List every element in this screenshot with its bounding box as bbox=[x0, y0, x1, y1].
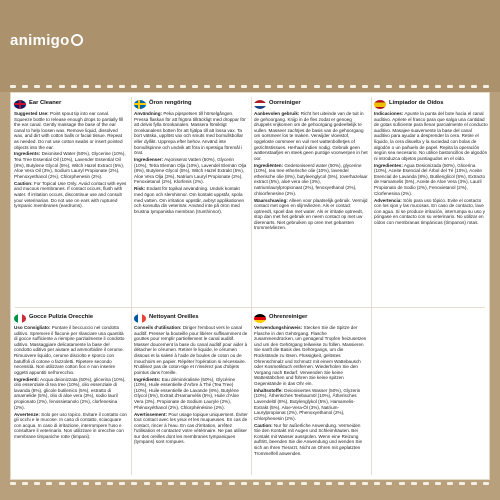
stitch-dash bbox=[10, 85, 16, 88]
paragraph-text: Stecken Sie die Spitze der Flasche in den Gehörgang. Flasche zusammendrücken, um genügend Tropfen freizusetzen und um den Gehörgang teilweise zu füllen. Massieren Sie sanft die Basis des Gehörgangs, um die Rückstände zu lösen. Flüssigkeit, gelöstes Ohrenschmalz und Schmutz mit einem Wattebausch oder Kosmetiktuch entfernen. Wiederholen Sie den Vorgang nach Bedarf. Verwenden Sie keine Wattestäbchen und führen Sie keine spitzen Gegenstände in das Ohr ein. bbox=[254, 325, 367, 386]
stitch-dash bbox=[216, 482, 222, 485]
section-english bbox=[11, 99, 131, 210]
paragraph-label: Ingredients: bbox=[14, 151, 41, 157]
stitch-dash bbox=[471, 85, 477, 88]
stitch-dash bbox=[59, 482, 65, 485]
stitch-dash bbox=[204, 85, 210, 88]
instruction-paragraph bbox=[14, 412, 128, 440]
stitch-dash bbox=[59, 85, 65, 88]
stitch-dash bbox=[338, 85, 344, 88]
paragraph-text: Eau déminéralisée (50%), Glycérine (10%), Huile essentielle d'Arbre à Thé (Tea Tree) (10%), Huile essentielle de Lavande (8%), Butylène Glycol (5%), Extrait d'Hamamélis (5%), Huile d'Aloe Vera (3%), Propionate de Sodium Lauryle (2%), Phénoxyéthanol (2%), Chlorphénésine (2%). bbox=[134, 376, 239, 410]
stitch-dash bbox=[119, 85, 125, 88]
paragraph-label: Caution: bbox=[254, 422, 273, 428]
paragraph-label: Avertissement: bbox=[134, 411, 168, 417]
stitch-dash bbox=[277, 85, 283, 88]
stitch-dash bbox=[144, 482, 150, 485]
paragraph-text: Avjoniserat Vatten (50%), Glycerin (10%), Tetra Elemän Olja (10%), Lavendel Elemän Olja (8%), Butylene Glycol (5%), Witch Hazel Extrakt (5%), Aloe Vera Olja (3%), Natrium Lauryl Propionate (2%), Fenoxietanol (2%), Klorfenis (2%). bbox=[134, 157, 247, 185]
stitch-dash bbox=[423, 482, 429, 485]
stitch-dash bbox=[265, 85, 271, 88]
stitch-dash bbox=[46, 482, 52, 485]
stitch-dash bbox=[107, 482, 113, 485]
instruction-paragraph bbox=[374, 198, 488, 226]
stitch-dash bbox=[95, 482, 101, 485]
stitch-dash bbox=[435, 85, 441, 88]
paragraph-text: Agua Desionizada (50%), Glicerina (10%), Aceite Esencial del Árbol del Té (10%), Aceite Esencial de Lavanda (8%), Butilenglicol (5%), Extracto de Hamamelis (5%), Aceite de Aloe Vera (3%), Lauril Propionato de Sodio (2%), Fenoxietanol (2%), Clorfenesina (2%). bbox=[374, 162, 486, 196]
stitch-dash bbox=[241, 482, 247, 485]
stitch-dash bbox=[46, 85, 52, 88]
paragraph-label: Ingredientes: bbox=[374, 162, 403, 168]
instruction-paragraph bbox=[374, 111, 488, 161]
stitch-dash bbox=[386, 85, 392, 88]
stitch-dash bbox=[168, 482, 174, 485]
instruction-paragraph bbox=[254, 163, 368, 197]
instruction-paragraph bbox=[254, 388, 368, 422]
instruction-paragraph bbox=[14, 377, 128, 411]
paragraph-text: Richt het uiteinde van de tuit in de gehoorgang. Knijp in de fles zodat er genoeg druppels vrijkomen om de gehoorgang gedeeltelijk te vullen. Masseer zachtjes de basis van de gehoorgang om oorsmeer los te maken. Verwijder vloeistof, opgeloste oorsmeer en vuil met wattenbolletjes of gezichtstissues. Herhaal indien nodig. Gebruik geen wattenstaafjes en steek geen puntige voorwerpen in het oor. bbox=[254, 111, 368, 161]
paragraph-text: Apunte la punta del bote hacia el canal auditivo. Apriete el frasco para que salga una cantidad de gotas suficiente para llenar parcialmente el conducto auditivo. Masajee suavemente la base del canal auditivo para ayudar a desprender la cera. Retire el líquido, la cera disuelta y la suciedad con bolas de algodón o un pañuelo de papel. Repita la operación según sea necesario. No utilice bastoncillos de algodón ni introduzca objetos puntiagudos en el oído. bbox=[374, 111, 488, 161]
stitch-dash bbox=[131, 85, 137, 88]
stitch-dash bbox=[156, 482, 162, 485]
stitch-dash bbox=[447, 482, 453, 485]
instruction-paragraph bbox=[374, 163, 488, 197]
stitch-dash bbox=[483, 85, 489, 88]
paragraph-text: Peka pipspetsen till hörselgången. Pressa flaskan för att frigöra tillräckligt med droppar för att delvis fylla öronkanalen. Massera försiktigt öronkanalens botten för att hjälpa till att lossa vax. Ta bort vätska, upplöst vax och smuts med bomullsbollar eller dyllikt. Upprepa efter behov. Använd inte bomullspinne och undvik att föra in spetsiga föremål i örat. bbox=[134, 111, 246, 156]
section-german bbox=[251, 313, 371, 458]
paragraph-label: Ingrediënten: bbox=[254, 162, 284, 168]
paw-circle-icon bbox=[71, 34, 83, 46]
paragraph-label: Verwendungshinweis: bbox=[254, 325, 303, 330]
instruction-paragraph bbox=[14, 181, 128, 209]
stitch-dash bbox=[34, 85, 40, 88]
flag-nl-icon bbox=[254, 100, 266, 109]
stitch-dash bbox=[459, 85, 465, 88]
stitch-dash bbox=[459, 482, 465, 485]
paragraph-label: Indicaciones: bbox=[374, 111, 404, 116]
section-title: Oorreiniger bbox=[269, 100, 301, 107]
paragraph-label: Användning: bbox=[134, 111, 163, 116]
stitch-dash bbox=[447, 85, 453, 88]
flag-uk-icon bbox=[14, 100, 26, 109]
paragraph-text: Gedeïoniseerd water (50%), glycerine (10%), tea tree etherische olie (10%), lavendel etherische olie (8%), butyleenglycol (5%), toverhazelaar extract (5%), aloë vera olie (3%), natriumlaurylpropionaat (2%), fenoxyethanol (2%), chloorfenesine (2%). bbox=[254, 162, 368, 196]
paragraph-label: Ingredienser: bbox=[134, 157, 164, 163]
stitch-dash bbox=[289, 482, 295, 485]
stitch-border-bottom bbox=[10, 482, 490, 486]
instruction-paragraph bbox=[134, 157, 248, 185]
section-header bbox=[374, 99, 488, 109]
instruction-paragraph bbox=[134, 111, 248, 156]
section-spanish bbox=[371, 99, 491, 227]
paragraph-label: Caution: bbox=[14, 180, 33, 186]
section-title: Limpiador de Oídos bbox=[389, 100, 444, 107]
instruction-paragraph bbox=[254, 198, 368, 232]
section-header bbox=[14, 99, 128, 109]
instruction-paragraph bbox=[254, 325, 368, 387]
instruction-paragraph bbox=[134, 186, 248, 214]
stitch-dash bbox=[10, 482, 16, 485]
section-title: Ohrenreiniger bbox=[269, 314, 308, 321]
stitch-dash bbox=[350, 85, 356, 88]
paragraph-text: Pour usage topique uniquement. Éviter tout contact avec les yeux et les muqueuses. En cas de contact, rincer à l'eau. En cas d'irritation, arrêtez l'utilisation et contactez votre vétérinaire. Ne pas utiliser sur des oreilles dont les membranes tympaniques (tympans) sont rompues. bbox=[134, 411, 248, 445]
brand-name: animigo bbox=[10, 32, 70, 49]
paragraph-label: Aanbevolen gebruik: bbox=[254, 111, 300, 116]
stitch-dash bbox=[265, 482, 271, 485]
stitch-dash bbox=[374, 482, 380, 485]
brand-logo bbox=[10, 32, 83, 49]
section-title: Ear Cleaner bbox=[29, 100, 62, 107]
section-title: Öron rengöring bbox=[149, 100, 192, 107]
stitch-dash bbox=[229, 85, 235, 88]
stitch-dash bbox=[362, 85, 368, 88]
paragraph-text: For Topical Use Only. Avoid contact with eyes and mucous membranes. If contact occurs, flush with water. If irritation occurs, discontinue use and consult your veterinarian. Do not use on ears with ruptured tympanic membranes (eardrums). bbox=[14, 180, 127, 209]
paragraph-label: Waarschuwing: bbox=[254, 197, 288, 203]
stitch-dash bbox=[144, 85, 150, 88]
stitch-dash bbox=[399, 85, 405, 88]
stitch-dash bbox=[350, 482, 356, 485]
stitch-dash bbox=[301, 482, 307, 485]
paragraph-label: Inhaltsstoffe: bbox=[254, 387, 283, 393]
stitch-dash bbox=[71, 482, 77, 485]
paragraph-label: Uso Consigliato: bbox=[14, 325, 51, 330]
stitch-dash bbox=[107, 85, 113, 88]
section-header bbox=[134, 99, 248, 109]
stitch-dash bbox=[22, 482, 28, 485]
section-title: Nettoyant Oreilles bbox=[149, 314, 199, 321]
stitch-dash bbox=[241, 85, 247, 88]
stitch-dash bbox=[471, 482, 477, 485]
paragraph-label: Ingredienti: bbox=[14, 376, 40, 382]
instruction-paragraph bbox=[14, 151, 128, 179]
paragraph-label: Ingrédients: bbox=[134, 376, 161, 382]
paragraph-text: Sólo para uso tópico. Evite el contacto con los ojos y las mucosas. En caso de contacto, lave con agua. Si se produce irritación, interrumpa su uso y póngase en contacto con su veterinario. No utilizar en oídos con membranas timpánicas (tímpanos) rotas. bbox=[374, 197, 486, 225]
stitch-dash bbox=[95, 85, 101, 88]
section-swedish bbox=[131, 99, 251, 216]
flag-it-icon bbox=[14, 314, 26, 323]
instruction-paragraph bbox=[254, 423, 368, 457]
section-header bbox=[254, 313, 368, 323]
stitch-dash bbox=[362, 482, 368, 485]
stitch-dash bbox=[411, 482, 417, 485]
stitch-dash bbox=[34, 482, 40, 485]
stitch-dash bbox=[253, 85, 259, 88]
stitch-dash bbox=[168, 85, 174, 88]
stitch-dash bbox=[156, 85, 162, 88]
instruction-paragraph bbox=[254, 111, 368, 161]
paragraph-text: Nur für äußerliche Anwendung. Vermeiden Sie den Kontakt mit Augen und Schleimhäuten. Bei Kontakt mit Wasser ausspülen. Wenn eine Reizung auftritt, beenden Sie die Anwendung und wenden Sie sich an Ihren Tierarzt. Nicht an Ohren mit geplatzten Trommelfell anwenden. bbox=[254, 422, 363, 456]
paragraph-label: Conseils d'utilisation: bbox=[134, 325, 182, 330]
stitch-dash bbox=[289, 85, 295, 88]
paragraph-text: Acqua deionizzata (50%), glicerina (10%), olio essenziale di tea tree (10%), olio essenziale di lavanda (8%), glicole butilenico (5%), estratto di amamelide (5%), olio di aloe vera (3%), sodio lauril propionato (2%), fenossietanolo (2%), clorfenesina (2%). bbox=[14, 376, 126, 410]
instruction-paragraph bbox=[134, 412, 248, 446]
paragraph-label: Advertencia: bbox=[374, 197, 402, 203]
section-italian bbox=[11, 313, 131, 441]
stitch-dash bbox=[483, 482, 489, 485]
paragraph-label: Suggested Use: bbox=[14, 111, 49, 116]
stitch-dash bbox=[386, 482, 392, 485]
flag-se-icon bbox=[134, 100, 146, 109]
stitch-dash bbox=[83, 85, 89, 88]
stitch-dash bbox=[253, 482, 259, 485]
paragraph-text: Deionisiertes Wasser (50%), Glyzerin (10%), Ätherisches Teebaumöl (10%), Ätherisches Lavendelöl (8%), Butylenglykol (5%), Hamamelis-Extrakt (5%), Aloe-Vera-Öl (3%), Natrium-Laurylpropionat (2%), Phenoxyethanol (2%), Chlorphenesin (2%). bbox=[254, 387, 361, 421]
flag-es-icon bbox=[374, 100, 386, 109]
instruction-paragraph bbox=[14, 111, 128, 150]
flag-de-icon bbox=[254, 314, 266, 323]
stitch-border-top bbox=[10, 85, 490, 89]
paragraph-text: Puntare il beccuccio nel condotto uditivo. Spremere il flacone per rilasciare una quantità di gocce sufficiente a riempire parzialmente il condotto uditivo. Massaggiare delicatamente la base del condotto uditivo per aiutare ad ammorbidire il cerume. Rimuovere liquido, cerume disciolto e sporco con batuffoli di cotone o fazzoletti. Ripetere secondo necessità. Non utilizzare cotton fioc e non inserire oggetti appuntiti nell'orecchio. bbox=[14, 325, 125, 375]
paragraph-text: Diriger l'embout vers le canal auditif. Presser la bouteille pour libérer suffisamment de gouttes pour remplir partiellement le canal auditif. Masser doucement la base du canal auditif pour aider à détacher le cérumen. Retirer le liquide, le cérumen dissous et la saleté à l'aide de boules de coton ou de mouchoirs en papier. Répéter l'opération si nécessaire. N'utilisez pas de coton-tige et n'insérez pas d'objets pointus dans l'oreille. bbox=[134, 325, 248, 375]
paragraph-label: Avvertenze: bbox=[14, 411, 40, 417]
flag-fr-icon bbox=[134, 314, 146, 323]
stitch-dash bbox=[314, 85, 320, 88]
stitch-dash bbox=[435, 482, 441, 485]
stitch-dash bbox=[423, 85, 429, 88]
stitch-dash bbox=[83, 482, 89, 485]
stitch-dash bbox=[204, 482, 210, 485]
section-french bbox=[131, 313, 251, 446]
stitch-dash bbox=[301, 85, 307, 88]
stitch-dash bbox=[326, 85, 332, 88]
stitch-dash bbox=[192, 85, 198, 88]
stitch-dash bbox=[338, 482, 344, 485]
stitch-dash bbox=[131, 482, 137, 485]
section-dutch bbox=[251, 99, 371, 232]
stitch-dash bbox=[119, 482, 125, 485]
stitch-dash bbox=[216, 85, 222, 88]
stitch-dash bbox=[326, 482, 332, 485]
paragraph-text: Solo per uso topico. Evitare il contatto con gli occhi e le mucose. In caso di contatto, sciacquare con acqua. In caso di irritazione, interrompere l'uso e consultare il veterinario. Non utilizzare in orecchie con membrane timpaniche rotte (timpani). bbox=[14, 411, 127, 439]
paragraph-text: Endast för topikal användning. Undvik kontakt med ögon och slemhinnor. Om kontakt uppstår, spola med vatten. Om irritation uppstår, avbryt applikationen och konsulta din veterinär. Använd inte på öron med brustna tympaniska membran (trumhinnor). bbox=[134, 186, 245, 214]
instruction-paragraph bbox=[14, 325, 128, 375]
stitch-dash bbox=[71, 85, 77, 88]
paragraph-label: Risk: bbox=[134, 186, 146, 192]
label-panel bbox=[10, 92, 490, 480]
instruction-paragraph bbox=[134, 377, 248, 411]
paragraph-text: Point spout tip into ear canal. Squeeze bottle to release enough drops to partially fill the ear canal. Gently massage the base of the ear canal to help loosen wax. Remove liquid, dissolved wax, and dirt with cotton balls or facial tissue. Repeat as needed. Do not use cotton swabs or insert pointed objects into the ear. bbox=[14, 111, 124, 150]
stitch-dash bbox=[277, 482, 283, 485]
stitch-dash bbox=[411, 85, 417, 88]
stitch-dash bbox=[180, 85, 186, 88]
section-header bbox=[254, 99, 368, 109]
paragraph-text: Alleen voor plaatselijk gebruik. Vermijd contact met ogen en slijmvliezen. Als er contact optreedt, spoel dan met water. Als er irritatie optreedt, stop dan met het gebruik en neem contact op met uw dierenarts. Niet gebruiken op oren met gebarsten trommelvliezen. bbox=[254, 197, 368, 231]
row-divider bbox=[15, 307, 485, 308]
section-title: Gocce Pulizia Orecchie bbox=[29, 314, 94, 321]
stitch-dash bbox=[374, 85, 380, 88]
stitch-dash bbox=[192, 482, 198, 485]
stitch-dash bbox=[314, 482, 320, 485]
stitch-dash bbox=[399, 482, 405, 485]
paragraph-text: Deionised Water (50%), Glycerine (10%), Tea Tree Essential Oil (10%), Lavender Essential Oil (8%), Butylene Glycol (5%), Witch Hazel Extract (5%), Aloe Vera Oil (3%), Sodium Lauryl Propionate (2%), Phenoxyethanol (2%), Chlorphenesin (2%). bbox=[14, 151, 126, 179]
section-header bbox=[14, 313, 128, 323]
instruction-paragraph bbox=[134, 325, 248, 375]
stitch-dash bbox=[229, 482, 235, 485]
section-header bbox=[134, 313, 248, 323]
header-band bbox=[0, 0, 500, 92]
stitch-dash bbox=[22, 85, 28, 88]
stitch-dash bbox=[180, 482, 186, 485]
